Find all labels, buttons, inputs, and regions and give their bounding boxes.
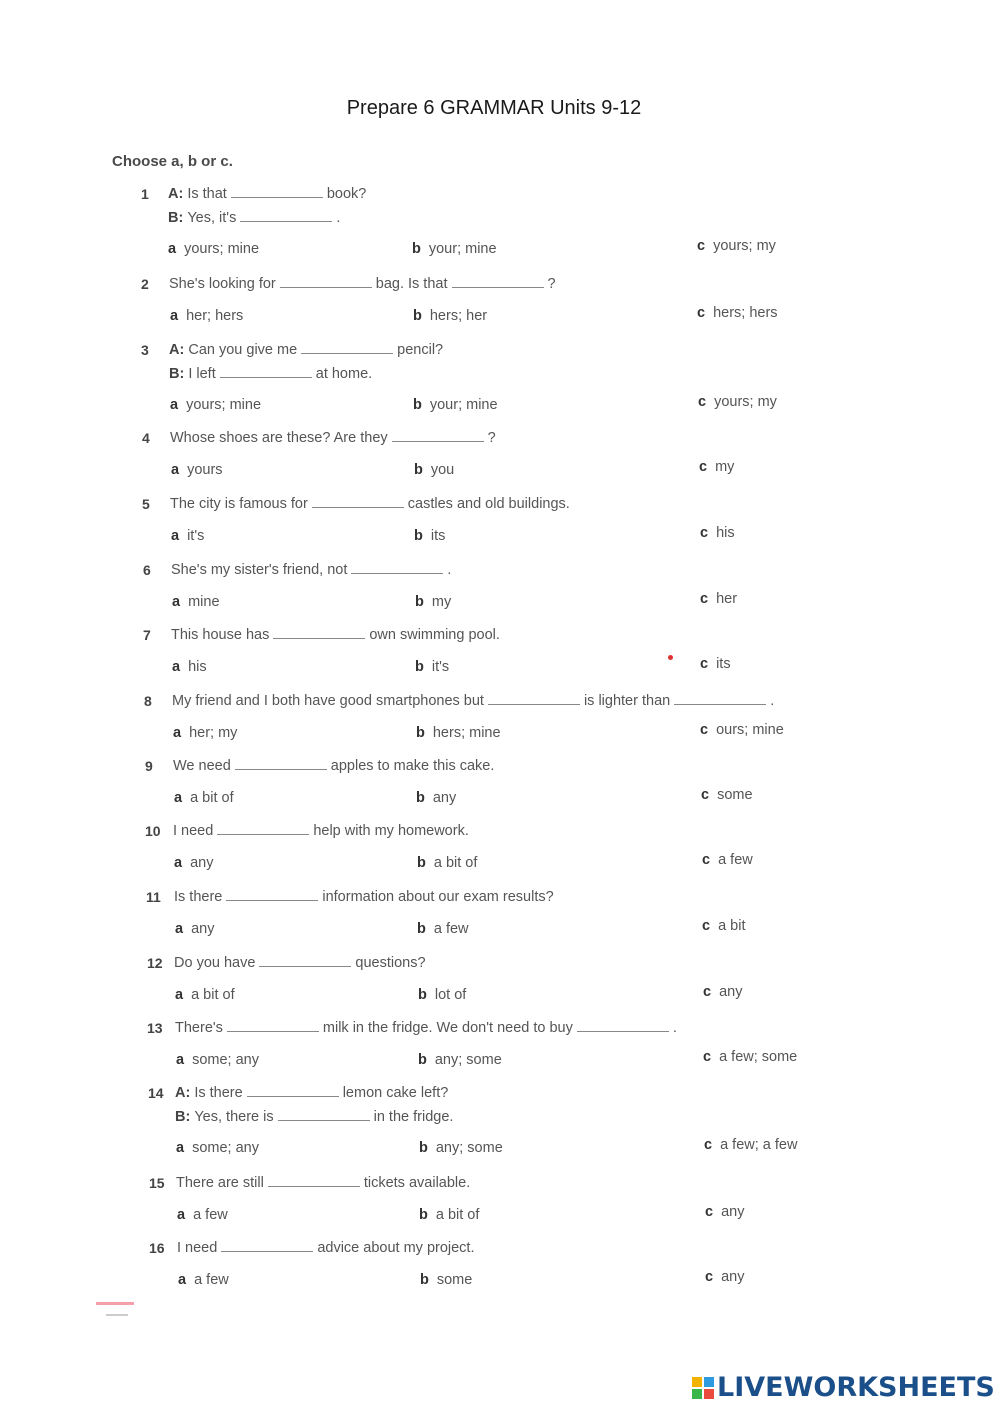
option-letter: b <box>413 308 422 324</box>
question-text <box>173 758 494 774</box>
option-b[interactable] <box>419 1207 479 1223</box>
option-b[interactable] <box>412 241 497 257</box>
option-b[interactable] <box>415 594 451 610</box>
question-text <box>171 627 500 643</box>
text-segment: milk in the fridge. We don't need to buy <box>322 1020 573 1036</box>
question-number: 15 <box>149 1175 165 1191</box>
option-letter: b <box>420 1272 429 1288</box>
option-letter: c <box>700 656 709 672</box>
option-letter: b <box>414 462 423 478</box>
option-text: a bit <box>718 918 746 934</box>
option-text: a few <box>433 921 469 937</box>
option-b[interactable] <box>417 855 477 871</box>
option-c[interactable] <box>700 591 737 607</box>
text-segment: help with my homework. <box>313 823 469 839</box>
option-text: you <box>430 462 455 478</box>
speaker-label: B: <box>168 210 188 226</box>
option-b[interactable] <box>413 308 487 324</box>
question-text <box>176 1175 470 1191</box>
option-letter: a <box>172 594 181 610</box>
question-text <box>174 955 426 971</box>
option-a[interactable] <box>170 308 243 324</box>
text-segment: Do you have <box>174 955 256 971</box>
option-text: it's <box>431 659 450 675</box>
answer-blank[interactable] <box>227 1021 319 1032</box>
text-segment: at home. <box>315 366 373 382</box>
option-text: any <box>191 921 215 937</box>
answer-blank[interactable] <box>488 694 580 705</box>
option-text: lot of <box>434 987 467 1003</box>
option-c[interactable] <box>701 787 753 803</box>
text-segment: There's <box>175 1020 223 1036</box>
option-c[interactable] <box>705 1204 744 1220</box>
option-c[interactable] <box>697 305 778 321</box>
option-letter: c <box>700 525 709 541</box>
option-letter: b <box>413 397 422 413</box>
option-text: hers; hers <box>713 305 778 321</box>
option-b[interactable] <box>414 528 445 544</box>
text-segment: . <box>770 693 775 709</box>
instruction: Choose a, b or c. <box>112 153 233 170</box>
text-segment: I need <box>177 1240 218 1256</box>
answer-blank[interactable] <box>577 1021 669 1032</box>
option-letter: b <box>416 790 425 806</box>
text-segment: lemon cake left? <box>342 1085 449 1101</box>
text-segment: castles and old buildings. <box>407 496 570 512</box>
text-segment: questions? <box>355 955 426 971</box>
text-segment: tickets available. <box>363 1175 471 1191</box>
logo-grid-icon <box>692 1377 714 1399</box>
text-segment: own swimming pool. <box>369 627 500 643</box>
question-text <box>175 1109 453 1125</box>
option-letter: a <box>170 308 179 324</box>
option-letter: a <box>175 987 184 1003</box>
question-text <box>168 210 340 226</box>
option-letter: a <box>176 1140 185 1156</box>
speaker-label: A: <box>169 342 189 358</box>
option-text: his <box>188 659 207 675</box>
option-text: her; my <box>189 725 238 741</box>
option-letter: b <box>417 921 426 937</box>
option-letter: c <box>703 1049 712 1065</box>
option-letter: a <box>171 462 180 478</box>
question-text <box>175 1085 448 1101</box>
option-a[interactable] <box>172 659 207 675</box>
option-letter: c <box>705 1204 714 1220</box>
option-text: a bit of <box>435 1207 480 1223</box>
question-number: 11 <box>146 889 161 905</box>
option-text: your; mine <box>429 397 498 413</box>
question-number: 7 <box>143 627 151 643</box>
footer-page-number <box>106 1314 128 1316</box>
option-text: my <box>715 459 735 475</box>
option-letter: a <box>177 1207 186 1223</box>
option-c[interactable] <box>702 852 753 868</box>
footer-bar <box>96 1302 134 1305</box>
option-b[interactable] <box>417 921 469 937</box>
speaker-label: A: <box>168 186 188 202</box>
question-text <box>175 1020 677 1036</box>
answer-blank[interactable] <box>221 1241 313 1252</box>
answer-blank[interactable] <box>217 824 309 835</box>
option-text: its <box>716 656 731 672</box>
option-letter: b <box>417 855 426 871</box>
text-segment: ? <box>487 430 496 446</box>
option-text: yours; mine <box>186 397 262 413</box>
question-text <box>168 186 366 202</box>
option-letter: b <box>419 1140 428 1156</box>
speaker-label: B: <box>175 1109 195 1125</box>
text-segment: Is there <box>174 889 223 905</box>
option-letter: b <box>416 725 425 741</box>
text-segment: Can you give me <box>188 342 298 358</box>
text-segment: This house has <box>171 627 270 643</box>
option-c[interactable] <box>699 459 734 475</box>
option-a[interactable] <box>173 725 237 741</box>
text-segment: in the fridge. <box>373 1109 454 1125</box>
answer-blank[interactable] <box>278 1110 370 1121</box>
option-text: hers; mine <box>432 725 501 741</box>
option-a[interactable] <box>175 921 214 937</box>
option-text: yours; my <box>713 238 776 254</box>
option-letter: a <box>170 397 179 413</box>
option-c[interactable] <box>703 1049 797 1065</box>
option-letter: a <box>175 921 184 937</box>
answer-blank[interactable] <box>268 1176 360 1187</box>
option-a[interactable] <box>172 594 220 610</box>
option-letter: c <box>701 787 710 803</box>
option-text: a few; a few <box>720 1137 798 1153</box>
text-segment: book? <box>326 186 367 202</box>
option-text: some; any <box>192 1052 259 1068</box>
option-letter: c <box>702 918 711 934</box>
option-text: a bit of <box>433 855 478 871</box>
option-text: yours; mine <box>184 241 260 257</box>
question-number: 12 <box>147 955 163 971</box>
text-segment: pencil? <box>397 342 444 358</box>
option-letter: b <box>415 594 424 610</box>
answer-blank[interactable] <box>273 628 365 639</box>
option-text: it's <box>187 528 205 544</box>
option-text: any <box>721 1204 745 1220</box>
text-segment: Yes, there is <box>194 1109 274 1125</box>
option-text: any <box>190 855 214 871</box>
option-a[interactable] <box>174 790 234 806</box>
option-a[interactable] <box>171 462 223 478</box>
option-a[interactable] <box>178 1272 229 1288</box>
option-text: a bit of <box>190 790 234 806</box>
option-text: some <box>436 1272 473 1288</box>
brand-name: LIVEWORKSHEETS <box>717 1372 995 1403</box>
text-segment: She's looking for <box>169 276 276 292</box>
option-text: yours; my <box>714 394 777 410</box>
question-text <box>174 889 554 905</box>
option-letter: c <box>697 238 706 254</box>
question-text <box>169 342 443 358</box>
option-a[interactable] <box>174 855 213 871</box>
option-c[interactable] <box>700 656 731 672</box>
answer-blank[interactable] <box>392 431 484 442</box>
option-text: any <box>721 1269 745 1285</box>
option-text: mine <box>188 594 220 610</box>
question-number: 13 <box>147 1020 163 1036</box>
option-b[interactable] <box>419 1140 503 1156</box>
question-number: 6 <box>143 562 151 578</box>
text-segment: bag. Is that <box>375 276 448 292</box>
option-text: ours; mine <box>716 722 784 738</box>
option-letter: c <box>700 591 709 607</box>
question-number: 9 <box>145 758 153 774</box>
option-c[interactable] <box>697 238 776 254</box>
text-segment: I left <box>188 366 216 382</box>
question-number: 14 <box>148 1085 164 1101</box>
option-a[interactable] <box>177 1207 228 1223</box>
option-a[interactable] <box>170 397 261 413</box>
option-text: a few <box>718 852 753 868</box>
text-segment: I need <box>173 823 214 839</box>
option-text: any; some <box>435 1140 503 1156</box>
option-letter: a <box>172 659 181 675</box>
option-a[interactable] <box>176 1052 259 1068</box>
option-letter: c <box>704 1137 713 1153</box>
option-letter: c <box>705 1269 714 1285</box>
option-a[interactable] <box>176 1140 259 1156</box>
option-b[interactable] <box>416 725 501 741</box>
option-text: a few <box>193 1207 228 1223</box>
option-text: a few; some <box>719 1049 798 1065</box>
option-text: any <box>432 790 457 806</box>
text-segment: apples to make this cake. <box>330 758 495 774</box>
option-letter: c <box>699 459 708 475</box>
option-b[interactable] <box>413 397 498 413</box>
option-text: some <box>717 787 753 803</box>
option-letter: a <box>178 1272 187 1288</box>
option-c[interactable] <box>705 1269 744 1285</box>
speaker-label: A: <box>175 1085 195 1101</box>
option-c[interactable] <box>702 918 746 934</box>
question-number: 3 <box>141 342 149 358</box>
option-text: any; some <box>434 1052 502 1068</box>
option-letter: a <box>174 855 183 871</box>
question-number: 8 <box>144 693 152 709</box>
question-text <box>173 823 469 839</box>
text-segment: Is there <box>194 1085 243 1101</box>
page-title: Prepare 6 GRAMMAR Units 9-12 <box>346 97 642 119</box>
text-segment: My friend and I both have good smartphones but <box>172 693 484 709</box>
liveworksheets-logo <box>692 1372 995 1403</box>
text-segment: . <box>672 1020 677 1036</box>
option-letter: b <box>412 241 421 257</box>
answer-blank[interactable] <box>240 211 332 222</box>
question-text <box>172 693 774 709</box>
option-letter: c <box>697 305 706 321</box>
question-text <box>170 430 496 446</box>
answer-blank[interactable] <box>226 890 318 901</box>
option-b[interactable] <box>414 462 454 478</box>
option-letter: c <box>698 394 707 410</box>
option-letter: a <box>176 1052 185 1068</box>
option-text: her; hers <box>186 308 244 324</box>
text-segment: . <box>447 562 452 578</box>
option-text: his <box>716 525 735 541</box>
option-letter: c <box>702 852 711 868</box>
option-text: some; any <box>192 1140 259 1156</box>
option-letter: b <box>415 659 424 675</box>
answer-blank[interactable] <box>235 759 327 770</box>
answer-blank[interactable] <box>280 277 372 288</box>
text-segment: Is that <box>187 186 227 202</box>
option-letter: b <box>414 528 423 544</box>
option-letter: b <box>418 987 427 1003</box>
option-text: hers; her <box>429 308 488 324</box>
option-a[interactable] <box>175 987 235 1003</box>
option-letter: a <box>171 528 180 544</box>
option-letter: a <box>168 241 177 257</box>
option-c[interactable] <box>703 984 742 1000</box>
question-text <box>171 562 451 578</box>
option-text: a few <box>194 1272 229 1288</box>
answer-blank[interactable] <box>312 497 404 508</box>
option-text: a bit of <box>191 987 235 1003</box>
option-text: my <box>431 594 452 610</box>
text-segment: is lighter than <box>583 693 671 709</box>
option-text: your; mine <box>428 241 497 257</box>
option-text: yours <box>187 462 223 478</box>
text-segment: ? <box>547 276 556 292</box>
answer-blank[interactable] <box>259 956 351 967</box>
text-segment: Whose shoes are these? Are they <box>170 430 388 446</box>
option-b[interactable] <box>420 1272 472 1288</box>
text-segment: There are still <box>176 1175 264 1191</box>
text-segment: Yes, it's <box>187 210 237 226</box>
option-letter: a <box>174 790 183 806</box>
answer-blank[interactable] <box>351 563 443 574</box>
speaker-label: B: <box>169 366 189 382</box>
answer-blank[interactable] <box>231 187 323 198</box>
question-number: 16 <box>149 1240 165 1256</box>
question-text <box>177 1240 475 1256</box>
question-text <box>169 276 556 292</box>
option-b[interactable] <box>416 790 456 806</box>
question-number: 2 <box>141 276 149 292</box>
answer-blank[interactable] <box>452 277 544 288</box>
option-c[interactable] <box>700 722 784 738</box>
answer-blank[interactable] <box>220 367 312 378</box>
answer-blank[interactable] <box>674 694 766 705</box>
question-text <box>170 496 570 512</box>
text-segment: information about our exam results? <box>322 889 554 905</box>
text-segment: She's my sister's friend, not <box>171 562 348 578</box>
option-a[interactable] <box>168 241 259 257</box>
text-segment: . <box>336 210 341 226</box>
option-letter: c <box>700 722 709 738</box>
option-b[interactable] <box>415 659 449 675</box>
red-mark <box>668 655 673 660</box>
answer-blank[interactable] <box>247 1086 339 1097</box>
option-c[interactable] <box>704 1137 797 1153</box>
option-a[interactable] <box>171 528 204 544</box>
answer-blank[interactable] <box>301 343 393 354</box>
option-c[interactable] <box>700 525 735 541</box>
option-letter: b <box>419 1207 428 1223</box>
option-text: its <box>430 528 446 544</box>
option-letter: b <box>418 1052 427 1068</box>
option-letter: c <box>703 984 712 1000</box>
option-b[interactable] <box>418 987 466 1003</box>
question-text <box>169 366 372 382</box>
option-c[interactable] <box>698 394 777 410</box>
question-number: 4 <box>142 430 150 446</box>
question-number: 1 <box>141 186 149 202</box>
text-segment: We need <box>173 758 231 774</box>
question-number: 5 <box>142 496 150 512</box>
option-text: her <box>716 591 738 607</box>
option-text: any <box>719 984 743 1000</box>
text-segment: advice about my project. <box>317 1240 475 1256</box>
text-segment: The city is famous for <box>170 496 308 512</box>
question-number: 10 <box>145 823 161 839</box>
option-b[interactable] <box>418 1052 502 1068</box>
option-letter: a <box>173 725 182 741</box>
